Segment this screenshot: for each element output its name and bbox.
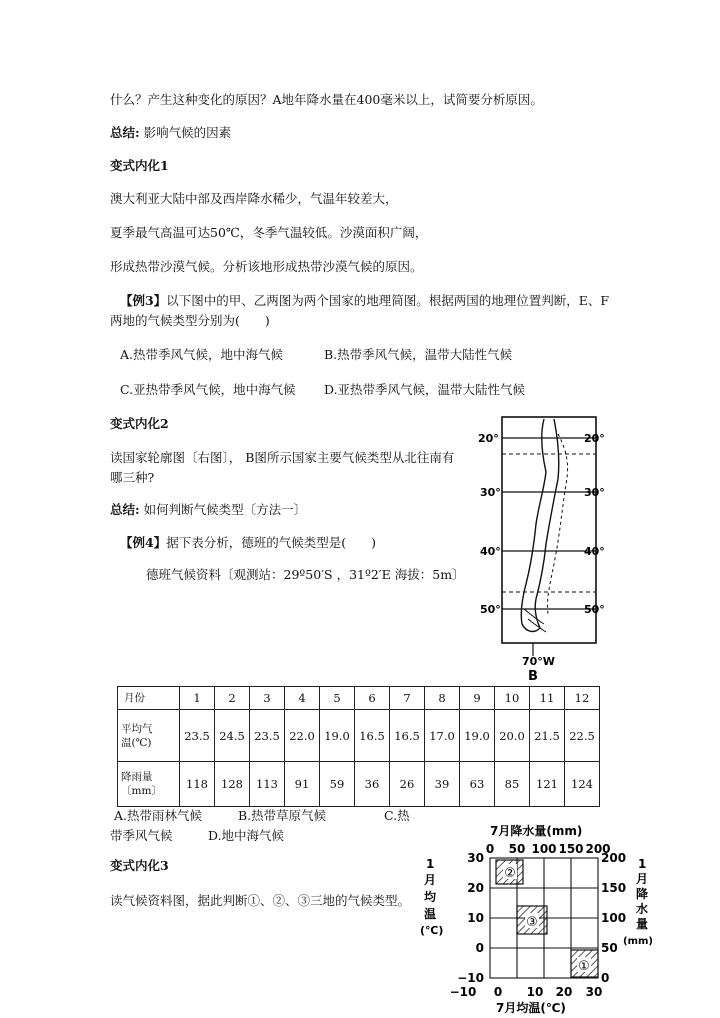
example-4-option-c: C.热	[384, 808, 410, 823]
summary-text: 影响气候的因素	[139, 125, 232, 140]
latitude-label: 40°	[480, 545, 501, 558]
left-tick: −10	[457, 971, 484, 985]
text-line: 什么？产生这种变化的原因？A地年降水量在400毫米以上，试简要分析原因。	[110, 92, 543, 107]
table-cell: 91	[285, 762, 320, 807]
table-cell: 19.0	[460, 710, 495, 762]
table-cell: 36	[355, 762, 390, 807]
left-axis-title-part: 温	[424, 907, 437, 921]
table-cell: 39	[425, 762, 460, 807]
summary-2	[110, 502, 306, 518]
bottom-tick: 0	[493, 985, 503, 999]
top-tick: 100	[531, 842, 557, 856]
table-cell: 16.5	[355, 710, 390, 762]
variant-1-line-3: 形成热带沙漠气候。分析该地形成热带沙漠气候的原因。	[110, 259, 423, 274]
summary-label: 总结:	[110, 502, 140, 517]
table-cell: 113	[250, 762, 285, 807]
variant-1-line-2: 夏季最气高温可达50℃，冬季气温较低。沙漠面积广阔，	[110, 225, 428, 240]
top-tick: 150	[558, 842, 584, 856]
map-figure-label: B	[528, 669, 538, 684]
left-axis-title-part: 月	[424, 873, 437, 887]
table-cell: 5	[320, 687, 355, 710]
table-cell: 16.5	[390, 710, 425, 762]
right-axis-title-part: 月	[636, 872, 649, 886]
table-cell: 9	[460, 687, 495, 710]
summary-1	[110, 125, 231, 141]
right-axis-title-part: 降	[636, 887, 649, 901]
table-row	[118, 687, 600, 710]
variant-2-title: 变式内化2	[110, 416, 169, 431]
top-tick: 200	[585, 842, 611, 856]
marker-2-label: ②	[504, 866, 516, 881]
variant-2-line-1: 读国家轮廓图〔右图〕， B图所示国家主要气候类型从北往南有	[110, 450, 455, 465]
marker-1-label: ①	[578, 959, 590, 974]
example-3-label: 【例3】	[120, 293, 167, 308]
left-axis-title-part: 均	[424, 890, 437, 904]
right-tick: 200	[601, 851, 627, 865]
table-cell: 24.5	[215, 710, 250, 762]
example-4-option-d: D.地中海气候	[208, 828, 285, 843]
table-cell: 23.5	[180, 710, 215, 762]
latitude-label: 20°	[584, 432, 605, 445]
example-4-caption: 德班气候资料〔观测站：29º50′S ，31º2′E 海拔：5m〕	[146, 567, 465, 582]
table-cell: 59	[320, 762, 355, 807]
table-cell: 1	[180, 687, 215, 710]
right-axis-title-part: (mm)	[623, 936, 653, 947]
country-outline-map	[474, 414, 624, 684]
table-cell: 7	[390, 687, 425, 710]
variant-1-line-1: 澳大利亚大陆中部及西岸降水稀少，气温年较差大，	[110, 191, 398, 206]
example-3-option-c: C.亚热带季风气候，地中海气候	[120, 382, 296, 397]
table-cell: 19.0	[320, 710, 355, 762]
example-4-option-a: A.热带雨林气候	[114, 808, 203, 823]
table-row	[118, 710, 600, 762]
table-cell: 12	[565, 687, 600, 710]
table-cell: 121	[530, 762, 565, 807]
table-cell: 128	[215, 762, 250, 807]
rain-label-line: 降雨量	[121, 771, 153, 783]
summary-label: 总结:	[110, 125, 140, 140]
right-tick: 0	[601, 971, 610, 985]
table-cell: 6	[355, 687, 390, 710]
summary-text: 如何判断气候类型〔方法一〕	[139, 502, 307, 517]
table-cell: 3	[250, 687, 285, 710]
table-cell: 22.5	[565, 710, 600, 762]
bottom-tick: 30	[585, 985, 603, 999]
example-3-line-1	[120, 293, 609, 309]
table-cell: 22.0	[285, 710, 320, 762]
bottom-tick: 10	[526, 985, 544, 999]
example-3-option-b: B.热带季风气候，温带大陆性气候	[324, 347, 513, 362]
table-row	[118, 762, 600, 807]
marker-3-label: ③	[526, 915, 538, 930]
top-axis-title: 7月降水量(mm)	[490, 824, 583, 838]
table-header-label: 月份	[118, 687, 180, 710]
temp-row-label	[118, 710, 180, 762]
left-axis-title-part: (℃)	[420, 924, 444, 937]
durban-climate-table	[117, 686, 600, 807]
country-outline	[521, 419, 559, 631]
left-tick: 30	[467, 851, 484, 865]
latitude-label: 50°	[584, 603, 605, 616]
right-axis-title-part: 量	[636, 917, 649, 931]
table-cell: 20.0	[495, 710, 530, 762]
latitude-label: 30°	[480, 486, 501, 499]
latitude-label: 50°	[480, 603, 501, 616]
latitude-label: 20°	[478, 432, 499, 445]
example-4-option-b: B.热带草原气候	[238, 808, 327, 823]
table-cell: 63	[460, 762, 495, 807]
temp-label-line: 温(℃)	[121, 736, 152, 749]
bottom-axis-title: 7月均温(℃)	[496, 1001, 566, 1015]
table-cell: 124	[565, 762, 600, 807]
left-tick: 0	[475, 941, 484, 955]
longitude-label: 70°W	[522, 655, 555, 668]
top-tick: 50	[508, 842, 526, 856]
bottom-tick: −10	[449, 985, 477, 999]
table-cell: 21.5	[530, 710, 565, 762]
table-cell: 17.0	[425, 710, 460, 762]
bottom-tick: 20	[555, 985, 573, 999]
rain-label-line: 〔mm〕	[121, 785, 162, 797]
example-3-text: 以下图中的甲、乙两图为两个国家的地理简图。根据两国的地理位置判断，E、F	[166, 293, 610, 308]
left-tick: 20	[467, 881, 484, 895]
table-cell: 85	[495, 762, 530, 807]
table-cell: 118	[180, 762, 215, 807]
variant-2-line-2: 哪三种?	[110, 470, 155, 485]
left-tick: 10	[467, 911, 484, 925]
left-axis-title-part: 1	[426, 857, 435, 871]
example-4-line	[120, 535, 376, 551]
variant-1-title: 变式内化1	[110, 158, 169, 173]
example-3-option-a: A.热带季风气候，地中海气候	[120, 347, 284, 362]
right-tick: 150	[601, 881, 627, 895]
climate-grid-chart	[418, 820, 718, 1016]
example-4-text: 据下表分析，德班的气候类型是( )	[166, 535, 376, 550]
latitude-label: 40°	[584, 545, 605, 558]
right-tick: 50	[601, 941, 618, 955]
table-cell: 11	[530, 687, 565, 710]
example-3-line-2: 两地的气候类型分别为( )	[110, 313, 270, 328]
table-cell: 23.5	[250, 710, 285, 762]
rain-row-label	[118, 762, 180, 807]
top-tick: 0	[485, 842, 495, 856]
example-4-option-c-cont: 带季风气候	[110, 828, 173, 843]
table-cell: 2	[215, 687, 250, 710]
right-axis-title-part: 1	[638, 857, 647, 871]
table-cell: 8	[425, 687, 460, 710]
table-cell: 26	[390, 762, 425, 807]
right-tick: 100	[601, 911, 627, 925]
table-cell: 4	[285, 687, 320, 710]
latitude-label: 30°	[584, 486, 605, 499]
border-dashed	[547, 434, 567, 614]
right-axis-title-part: 水	[636, 902, 649, 916]
example-4-label: 【例4】	[120, 535, 167, 550]
example-3-option-d: D.亚热带季风气候，温带大陆性气候	[324, 382, 526, 397]
table-cell: 10	[495, 687, 530, 710]
temp-label-line: 平均气	[121, 722, 153, 735]
variant-3-title: 变式内化3	[110, 858, 169, 873]
variant-3-line-1: 读气候资料图，据此判断①、②、③三地的气候类型。	[110, 893, 411, 908]
